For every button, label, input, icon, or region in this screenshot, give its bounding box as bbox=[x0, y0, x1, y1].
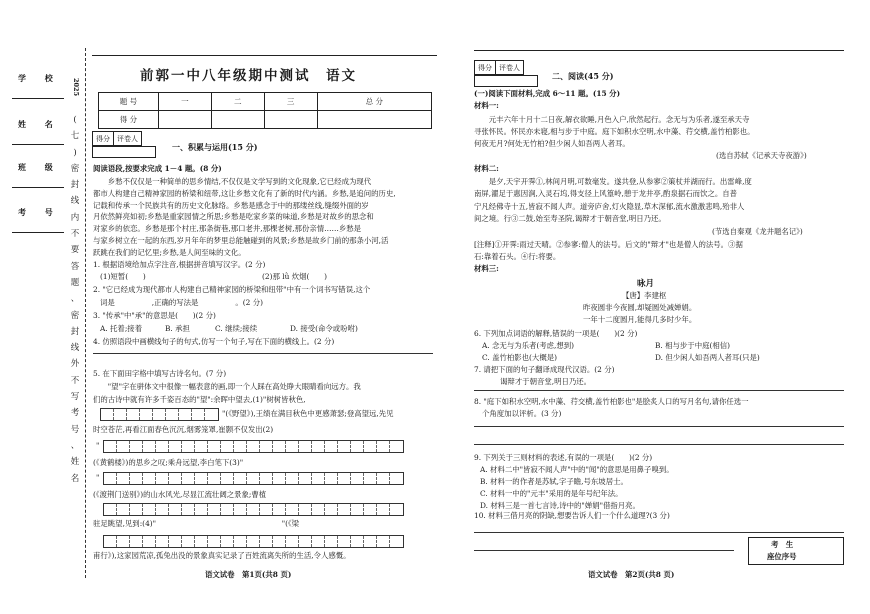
seal-char: 封 bbox=[70, 326, 80, 337]
q2-prompt-b: 词是 ,正确的写法是 。(2 分) bbox=[100, 298, 263, 307]
left-top-rule bbox=[92, 55, 437, 56]
q1-prompt: 1. 根据语境给加点字注音,根据拼音填写汉字。(2 分) bbox=[93, 260, 266, 269]
q2-prompt: 2. "它已经成为现代都市人构建自己精神家园的桥梁和纽带"中有一个词书写错误,这个 bbox=[93, 285, 371, 294]
q5-grid-2[interactable] bbox=[103, 440, 404, 453]
material2-text bbox=[474, 176, 752, 226]
seal-char: 七 bbox=[70, 131, 80, 142]
q10-answer-line[interactable] bbox=[474, 532, 844, 533]
q3-option[interactable]: C. 继续;接续 bbox=[215, 324, 258, 333]
text-line: 跃跳在我们的记忆里;乡愁,是人间至味的文化。 bbox=[93, 247, 246, 257]
seal-char: 密 bbox=[70, 163, 80, 174]
poem-line: 一年十二度圆月,能得几多时少年。 bbox=[583, 315, 697, 324]
seal-char: 不 bbox=[70, 375, 80, 386]
seal-char: 内 bbox=[70, 212, 80, 223]
score-cell[interactable] bbox=[317, 111, 431, 129]
text-line: 宁凡经佛寺十五,皆寂不闻人声。道旁庐舍,灯火隐显,草木深郁,流水激激悲鸣,殆非人 bbox=[474, 201, 745, 211]
material1-label: 材料一: bbox=[474, 101, 499, 110]
text-line: 乡愁不仅仅是一种简单的思乡情结,不仅仅是文学写到的文化现象,它已经成为现代 bbox=[93, 177, 372, 186]
score-header-cell: 总 分 bbox=[317, 93, 431, 111]
seat-number-box[interactable] bbox=[748, 537, 844, 565]
q5-text-line: 时空苍茫,再看江面春色沉沉,烟雾笼罩,崔颢不仅发出(2) bbox=[93, 425, 274, 434]
seal-char: 线 bbox=[70, 196, 80, 207]
q6-prompt: 6. 下列加点词语的解释,错误的一项是( )(2 分) bbox=[474, 329, 638, 338]
q5-text-quote: " bbox=[96, 473, 100, 482]
exam-no-label: 考 号 bbox=[18, 207, 61, 217]
text-line: 是夕,天宇开霁①,林间月明,可数毫发。遂共登,从参寥②策杖并湖而行。出雷峰,度 bbox=[474, 177, 752, 186]
text-line: 南屏,濯足于惠因涧,入灵石坞,得支径上风篁岭,憩于龙井亭,酌泉据石而饮之。自普 bbox=[474, 189, 738, 199]
poem-line: 昨夜圆非今夜圆,却疑圆处减婵娟。 bbox=[583, 303, 697, 312]
q7-prompt: 7. 请把下面的句子翻译成现代汉语。(2 分) bbox=[474, 365, 615, 374]
school-label: 学 校 bbox=[18, 73, 61, 83]
section1-title: 一、积累与运用(15 分) bbox=[172, 142, 258, 152]
q9-option[interactable]: D. 材料三是一首七言诗,诗中的"婵娟"借指月亮。 bbox=[480, 501, 640, 510]
seal-char: 、 bbox=[70, 294, 80, 305]
seal-char: 号 bbox=[70, 424, 80, 435]
left-footer: 语文试卷 第1页(共8 页) bbox=[205, 570, 292, 579]
q5-prompt: 5. 在下面田字格中填写古诗名句。(7 分) bbox=[93, 369, 227, 378]
q3-prompt: 3. "传承"中"承"的意思是( )(2 分) bbox=[93, 311, 216, 320]
seal-char: 名 bbox=[70, 473, 80, 484]
school-field[interactable] bbox=[12, 85, 64, 99]
material1-text bbox=[474, 114, 755, 151]
q1-b: (2)那 lǜ 炊烟( ) bbox=[262, 272, 328, 281]
class-field[interactable] bbox=[12, 174, 64, 188]
right-top-rule bbox=[474, 50, 844, 51]
q8-answer-line[interactable] bbox=[474, 444, 844, 445]
note-line: 石:靠着石头。④行:将要。 bbox=[474, 252, 561, 261]
q3-option[interactable]: D. 接受(命令或吩咐) bbox=[290, 324, 358, 333]
q9-option[interactable]: B. 材料一的作者是苏轼,字子瞻,号东坡居士。 bbox=[480, 477, 628, 486]
text-line: 间之境。行③二鼓,始至寿圣院,谒辩才于朝音堂,明日乃还。 bbox=[474, 214, 666, 224]
name-field[interactable] bbox=[12, 131, 64, 145]
text-line: 寻张怀民。怀民亦未寝,相与步于中庭。庭下如积水空明,水中藻、荇交横,盖竹柏影也。 bbox=[474, 127, 755, 137]
grader-box-label: 评卷人 bbox=[499, 64, 520, 72]
q1-a: (1)短暂( ) bbox=[100, 272, 146, 281]
q6-option[interactable]: B. 相与步于中庭(相信) bbox=[655, 341, 731, 350]
seal-char: 线 bbox=[70, 343, 80, 354]
q5-text-line: 甫行》),这家园荒凉,孤兔出没的景象真实记录了百姓流离失所的生活,令人感慨。 bbox=[93, 551, 351, 560]
q5-grid-5[interactable] bbox=[103, 535, 404, 548]
q7-sentence: 谒辩才于朝音堂,明日乃还。 bbox=[500, 377, 592, 386]
q5-text-line: "(《野望》),王绩在满目秋色中更感萧瑟;登高望远,先见 bbox=[222, 409, 394, 418]
q5-text-line: "望"字在骈体文中很像一幅表意的画,即一个人踩在高处睁大眼睛看向远方。我 bbox=[93, 382, 361, 391]
poem-title: 咏月 bbox=[637, 279, 655, 289]
score-header-cell: 题 号 bbox=[99, 93, 159, 111]
q5-grid-3[interactable] bbox=[103, 472, 404, 485]
seal-char: 考 bbox=[70, 408, 80, 419]
score-box-label: 得分 bbox=[475, 61, 496, 74]
seat-label-2: 座位序号 bbox=[767, 552, 797, 561]
q10-answer-line[interactable] bbox=[474, 550, 734, 551]
q5-grid-1[interactable] bbox=[100, 408, 219, 421]
score-table bbox=[98, 92, 432, 129]
score-header-cell: 三 bbox=[264, 93, 317, 111]
text-line: 记载和传承一个民族共有的历史文化脉络。乡愁是感念于中的那缕丝线,缝缀外面的岁 bbox=[93, 200, 369, 210]
right-score-box-blank bbox=[474, 75, 538, 87]
q7-answer-line[interactable] bbox=[474, 390, 844, 391]
q6-option[interactable]: A. 念无与为乐者(考虑,想到) bbox=[482, 341, 575, 350]
seal-char: ( bbox=[73, 115, 77, 125]
passage bbox=[93, 176, 396, 259]
q5-text-line: 驻足眺望,见到:(4)" "(《梁 bbox=[93, 519, 300, 528]
note-line: [注释]①开霁:雨过天晴。②参寥:僧人的法号。后文的"辩才"也是僧人的法号。③据 bbox=[474, 240, 743, 249]
q9-option[interactable]: A. 材料二中"皆寂不闻人声"中的"闻"的意思是用鼻子嗅到。 bbox=[480, 465, 674, 474]
score-cell[interactable] bbox=[264, 111, 317, 129]
q5-text-line: (《渡荆门送别》)的山水风光,尽显江流壮阔之景象;曹植 bbox=[93, 490, 267, 499]
score-header-cell: 二 bbox=[211, 93, 264, 111]
text-line: 月依然鲜亮如初;乡愁是重家园情之所思;乡愁是吃家乡菜的味道,乡愁是对故乡的思念和 bbox=[93, 212, 374, 222]
right-footer: 语文试卷 第2页(共8 页) bbox=[588, 570, 675, 579]
text-line: 元丰六年十月十二日夜,解衣欲睡,月色入户,欣然起行。念无与为乐者,遂至承天寺 bbox=[474, 115, 750, 124]
left-score-box-blank bbox=[92, 146, 156, 158]
seal-notice bbox=[68, 112, 82, 487]
score-box-label: 得分 bbox=[93, 132, 114, 145]
q5-text-line: (《黄鹤楼》)的思乡之叹;乘舟远望,李白笔下(3)" bbox=[93, 458, 244, 467]
poem-author: 【唐】李建枢 bbox=[622, 291, 667, 300]
seal-char: 密 bbox=[70, 310, 80, 321]
seal-char: 写 bbox=[70, 392, 80, 403]
seal-char: 姓 bbox=[70, 457, 80, 468]
sub1-title: (一)阅读下面材料,完成 6～11 题。(15 分) bbox=[474, 89, 621, 98]
year-label: 2025 bbox=[71, 78, 80, 97]
q4-answer-line[interactable] bbox=[93, 353, 433, 354]
left-score-box bbox=[92, 131, 142, 146]
q6-option[interactable]: D. 但少闲人如吾两人者耳(只是) bbox=[655, 353, 760, 362]
seal-char: 题 bbox=[70, 277, 80, 288]
q8-answer-line[interactable] bbox=[474, 426, 844, 427]
q5-text-quote: " bbox=[96, 441, 100, 450]
text-line: 都市人构建自己精神家园的桥梁和纽带,这让乡愁文化有了新的时代内涵。乡愁,是追问的历史, bbox=[93, 188, 396, 198]
text-line: 何夜无月?何处无竹柏?但少闲人如吾两人者耳。 bbox=[474, 139, 630, 149]
q3-option[interactable]: A. 托着;接着 bbox=[100, 324, 143, 333]
material3-label: 材料三: bbox=[474, 264, 499, 273]
seal-char: 答 bbox=[70, 261, 80, 272]
q9-option[interactable]: C. 材料一中的"元丰"采用的是年号纪年法。 bbox=[480, 489, 623, 498]
page-title: 前郭一中八年级期中测试 语文 bbox=[140, 68, 357, 84]
seal-char: 不 bbox=[70, 229, 80, 240]
reading-intro: 阅读语段,按要求完成 1－4 题。(8 分) bbox=[93, 164, 222, 173]
material1-source: (选自苏轼《记承天寺夜游》) bbox=[716, 151, 807, 160]
text-line: 对家乡的依恋。乡愁是那个村庄,那条街巷,那口老井,那棵老树,那份亲情……乡愁是 bbox=[93, 224, 362, 234]
score-cell[interactable] bbox=[211, 111, 264, 129]
material2-source: (节选自秦观《龙井题名记》) bbox=[712, 227, 803, 236]
seal-char: 封 bbox=[70, 180, 80, 191]
q6-option[interactable]: C. 盖竹柏影也(大概是) bbox=[482, 353, 557, 362]
seat-label-1: 考 生 bbox=[771, 540, 794, 549]
q3-option[interactable]: B. 承担 bbox=[165, 324, 190, 333]
q5-text-line: 们的古诗中就有许多千姿百态的"望":余晖中望去,(1)"树树皆秋色, bbox=[93, 395, 306, 404]
seal-char: 外 bbox=[70, 359, 80, 370]
score-header-cell: 一 bbox=[159, 93, 212, 111]
section2-title: 二、阅读(45 分) bbox=[552, 71, 614, 81]
class-label: 班 级 bbox=[18, 162, 61, 172]
material2-label: 材料二: bbox=[474, 164, 499, 173]
grader-box-label: 评卷人 bbox=[117, 135, 138, 143]
score-row-label: 得 分 bbox=[99, 111, 159, 129]
q10-prompt: 10. 材料三借月亮的阴缺,想要告诉人们一个什么道理?(3 分) bbox=[474, 511, 670, 520]
q4-prompt: 4. 仿照语段中画横线句子的句式,仿写一个句子,写在下面的横线上。(2 分) bbox=[93, 337, 335, 346]
q8-prompt-b: 个角度加以评析。(3 分) bbox=[482, 409, 562, 418]
q8-prompt: 8. "庭下如积水空明,水中藻、荇交横,盖竹柏影也"是脍炙人口的写月名句,请你任选一 bbox=[474, 397, 749, 406]
right-score-box bbox=[474, 60, 524, 75]
seal-dashed-line bbox=[85, 48, 86, 578]
seal-char: 、 bbox=[70, 440, 80, 451]
q9-prompt: 9. 下列关于三则材料的表述,有误的一项是( )(2 分) bbox=[474, 453, 653, 462]
name-label: 姓 名 bbox=[18, 119, 61, 129]
seal-char: ) bbox=[73, 147, 77, 158]
q5-grid-4[interactable] bbox=[103, 503, 404, 516]
seal-char: 要 bbox=[70, 245, 80, 256]
text-line: 与家乡树立在一起的东西,岁月年年的梦里总能触碰到的风景;乡愁是故乡门前的那条小河,活 bbox=[93, 235, 389, 245]
score-cell[interactable] bbox=[159, 111, 212, 129]
exam-no-field[interactable] bbox=[12, 219, 64, 233]
